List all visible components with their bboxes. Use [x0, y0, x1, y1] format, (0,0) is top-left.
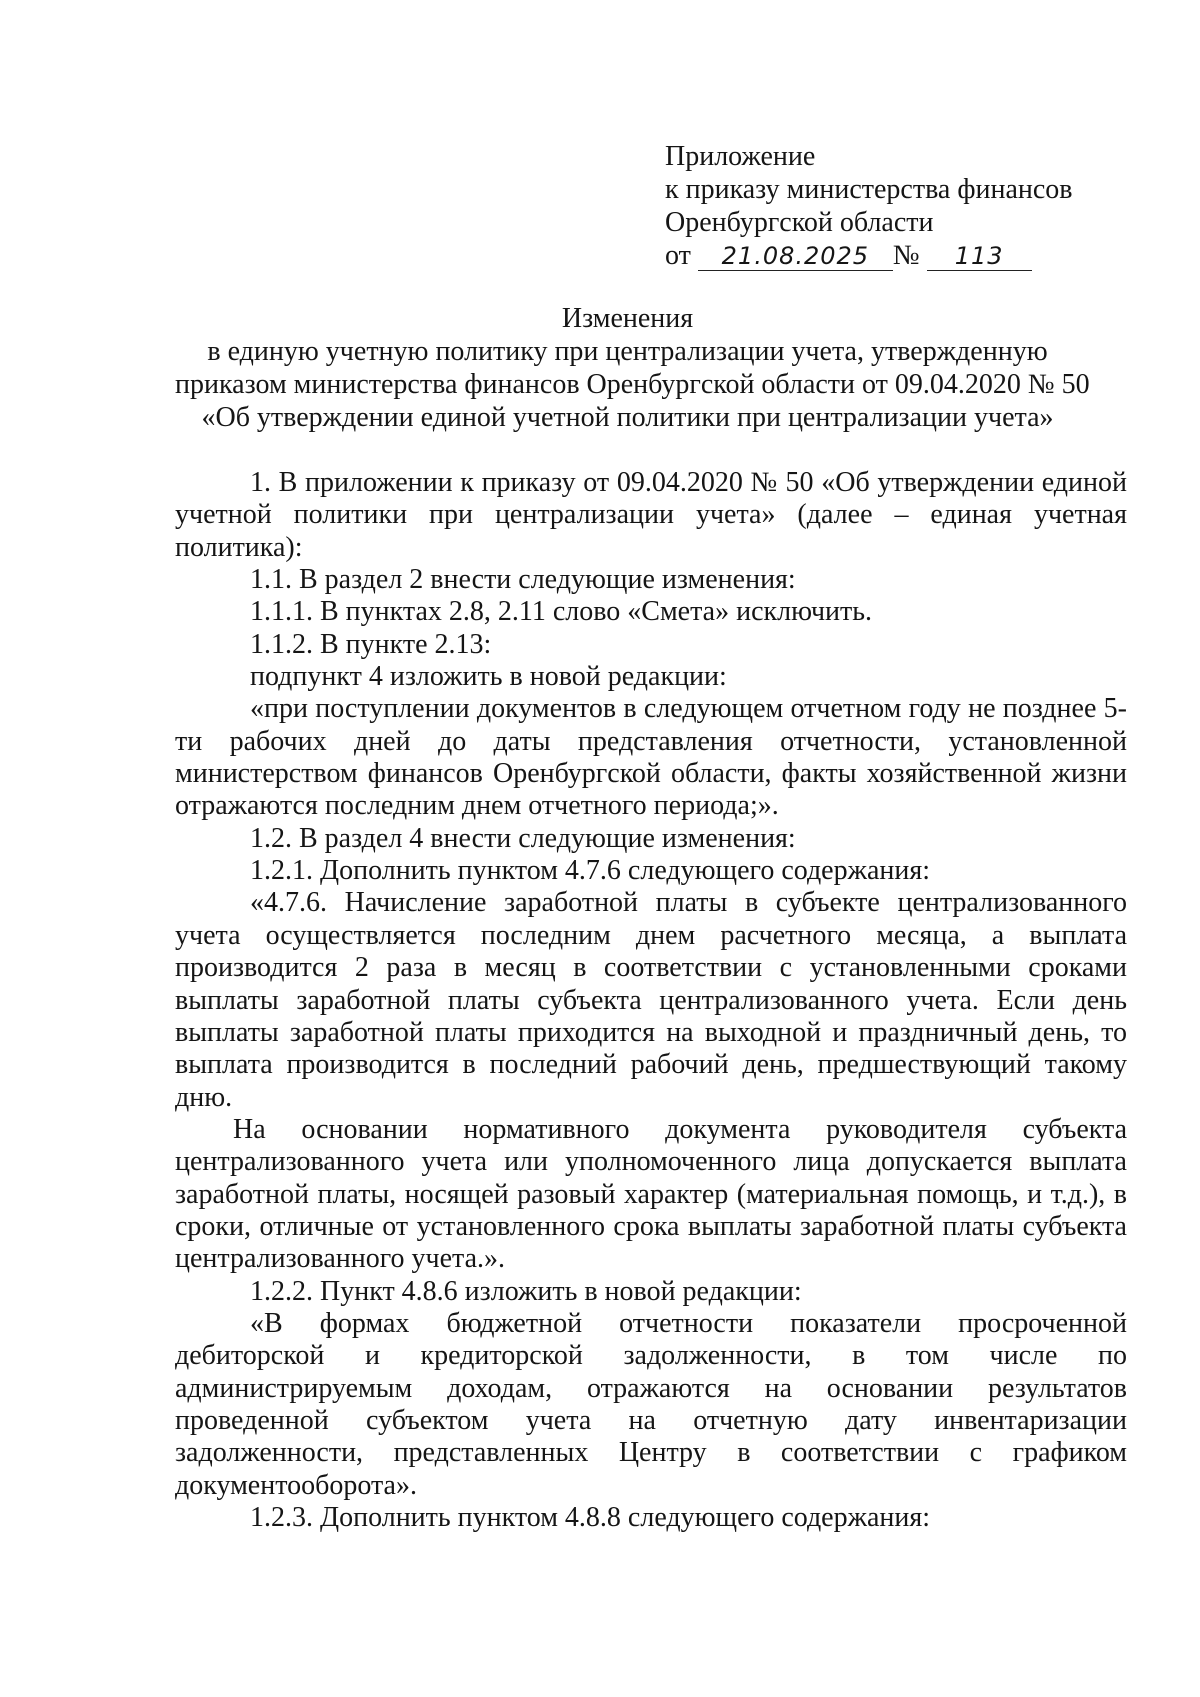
- handwritten-date: 21.08.2025: [721, 242, 870, 270]
- paragraph-subitem-4: подпункт 4 изложить в новой редакции:: [250, 661, 727, 693]
- title-line-2: в единую учетную политику при централизации учета, утвержденную: [207, 336, 1048, 367]
- document-title: [175, 302, 1090, 434]
- number-field: [927, 242, 1032, 271]
- appendix-line-1: Приложение: [665, 141, 816, 172]
- paragraph-4-8-6: «В формах бюджетной отчетности показатели просроченной дебиторской и кредиторской задолженности, в том числе по администрируемым доходам, отражаются на основании результатов проведенной субъектом учета на отчетную дату инвентаризации задолженности, представленных Центру в соответствии с графиком документооборота».: [175, 1307, 1127, 1501]
- handwritten-number: 113: [954, 242, 1004, 270]
- paragraph-1-1: 1.1. В раздел 2 внести следующие изменения:: [250, 564, 796, 596]
- number-sign: №: [892, 240, 920, 271]
- document-body: [175, 467, 1127, 1534]
- paragraph-1-1-1: 1.1.1. В пунктах 2.8, 2.11 слово «Смета» исключить.: [250, 596, 873, 628]
- paragraph-4-7-6: «4.7.6. Начисление заработной платы в субъекте централизованного учета осуществляется последним днем расчетного месяца, а выплата производится 2 раза в месяц в соответствии с установленными сроками выплаты заработной платы субъекта централизованного учета. Если день выплаты заработной платы приходится на выходной и праздничный день, то выплата производится в последний рабочий день, предшествующий такому дню.: [175, 887, 1127, 1113]
- paragraph-1-1-2: 1.1.2. В пункте 2.13:: [250, 628, 492, 660]
- appendix-line-2: к приказу министерства финансов: [665, 174, 1073, 205]
- paragraph-1: 1. В приложении к приказу от 09.04.2020 № 50 «Об утверждении единой учетной политики при централизации учета» (далее – единая учетная политика):: [175, 467, 1127, 563]
- paragraph-1-2-2: 1.2.2. Пункт 4.8.6 изложить в новой редакции:: [250, 1275, 802, 1307]
- appendix-line-3: Оренбургской области: [665, 207, 934, 238]
- paragraph-1-2-3: 1.2.3. Дополнить пунктом 4.8.8 следующего содержания:: [250, 1502, 931, 1533]
- date-field: [698, 242, 893, 271]
- appendix-block: [665, 140, 1073, 272]
- paragraph-1-2: 1.2. В раздел 4 внести следующие изменения:: [250, 822, 796, 854]
- title-line-1: Изменения: [561, 303, 694, 334]
- paragraph-quote-1: «при поступлении документов в следующем отчетном году не позднее 5-ти рабочих дней до даты представления отчетности, установленной министерством финансов Оренбургской области, факты хозяйственной жизни отражаются последним днем отчетного периода;».: [175, 693, 1127, 822]
- date-prefix: от: [665, 240, 691, 271]
- paragraph-salary-basis: На основании нормативного документа руководителя субъекта централизованного учета или уполномоченного лица допускается выплата заработной платы, носящей разовый характер (материальная помощь, и т.д.), в сроки, отличные от установленного срока выплаты заработной платы субъекта централизованного учета.».: [175, 1113, 1127, 1275]
- paragraph-1-2-1: 1.2.1. Дополнить пунктом 4.7.6 следующего содержания:: [250, 855, 931, 887]
- title-line-4: «Об утверждении единой учетной политики при централизации учета»: [201, 402, 1054, 433]
- title-line-3: приказом министерства финансов Оренбургской области от 09.04.2020 № 50: [175, 369, 1090, 400]
- appendix-date-line: [665, 239, 1073, 272]
